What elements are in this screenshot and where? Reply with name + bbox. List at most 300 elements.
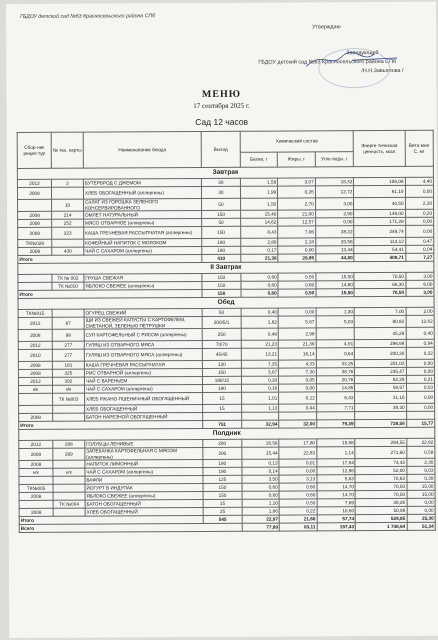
cell-output: 180/15 — [203, 376, 242, 384]
cell-collection: 2012 — [18, 317, 52, 329]
cell-carbs: 2,90 — [315, 210, 354, 218]
cell-output: 150 — [203, 483, 242, 491]
cell-carbs: 15,50 — [316, 273, 355, 281]
cell-carbs: 0,00 — [315, 218, 354, 226]
cell-techcard: ТК №004 — [53, 500, 85, 508]
cell-output: 150 — [202, 273, 241, 281]
cell-collection: 2012 — [18, 377, 52, 385]
cell-output: 180 — [203, 467, 242, 475]
cell-dish: ЯБЛОКО СВЕЖЕЕ (аллергены) — [84, 281, 202, 290]
cell-collection: к/к — [18, 385, 52, 393]
total-label: Итого — [19, 515, 203, 524]
cell-dish: РИС ОТВАРНОЙ (аллергены) — [84, 368, 202, 377]
cell-protein: 3,50 — [242, 475, 280, 483]
cell-fat: 0,60 — [279, 491, 317, 499]
total-energy: 738,58 — [355, 419, 406, 427]
cell-techcard — [53, 508, 85, 516]
cell-carbs — [316, 412, 355, 420]
cell-techcard: 2 — [52, 179, 84, 187]
cell-collection: 2008 — [18, 329, 52, 341]
cell-carbs: 18,32 — [315, 178, 354, 186]
cell-output: 200 — [203, 439, 242, 447]
cell-protein: 15,44 — [242, 447, 280, 459]
cell-carbs: 20,58 — [315, 238, 354, 246]
cell-fat: 2,18 — [278, 238, 316, 246]
cell-techcard: 252 — [52, 219, 84, 227]
cell-collection — [19, 405, 53, 413]
cell-dish: ЧАЙ С ВАРЕНЬЕМ — [84, 376, 202, 385]
cell-techcard: ТК №010 — [52, 282, 84, 290]
cell-vitc: 12,62 — [406, 315, 435, 327]
cell-techcard — [53, 476, 85, 484]
cell-dish: ГОЛУБЦЫ ЛЕНИВЫЕ — [85, 439, 203, 448]
cell-output: 130 — [202, 360, 241, 368]
cell-energy: 294,55 — [355, 438, 406, 446]
cell-vitc: 0,40 — [406, 327, 435, 339]
cell-fat: 4,33 — [279, 360, 317, 368]
cell-dish: НАПИТОК ЛИМОННЫЙ — [85, 459, 203, 468]
total-vitc: 3,00 — [406, 288, 435, 296]
cell-protein: 0,14 — [242, 467, 280, 475]
cell-energy: 200,30 — [355, 347, 406, 359]
cell-techcard — [52, 239, 84, 247]
cell-fat: 0,60 — [278, 281, 316, 289]
total-fat: 0,50 — [278, 289, 316, 297]
cell-output: 200 — [203, 447, 242, 459]
cell-collection: 2008 — [18, 361, 52, 369]
total-carbs: 57,74 — [317, 515, 356, 523]
approval-label: Утверждаю — [312, 24, 341, 31]
cell-carbs: 1,30 — [316, 308, 355, 316]
cell-protein: 7,35 — [241, 360, 279, 368]
cell-dish: ГРУША СВЕЖАЯ — [84, 273, 202, 282]
total-label: Итого — [18, 289, 202, 298]
cell-carbs: 7,71 — [316, 404, 355, 412]
cell-dish: ХЛЕБ ОБОГАЩЕННЫЙ — [85, 507, 203, 516]
total-label: Итого — [19, 420, 203, 429]
grand-carbs: 197,43 — [317, 523, 356, 531]
cell-fat: 0,50 — [279, 499, 317, 507]
cell-energy: 70,50 — [355, 490, 406, 498]
cell-techcard: 67 — [52, 317, 84, 329]
cell-collection: к/к — [19, 468, 53, 476]
cell-energy: 201,03 — [355, 359, 406, 367]
cell-techcard: 323 — [52, 227, 84, 239]
cell-protein: 1,59 — [240, 178, 278, 186]
cell-techcard — [53, 405, 85, 413]
cell-vitc: 15,00 — [407, 490, 436, 498]
cell-collection: 2008 — [19, 413, 53, 421]
cell-output: 30 — [202, 178, 241, 186]
cell-protein: 13,21 — [241, 348, 279, 360]
cell-protein: 1,99 — [240, 186, 278, 198]
grand-energy: 1 748,64 — [356, 522, 407, 530]
cell-collection: 2008 — [18, 247, 52, 255]
cell-fat: 0,01 — [279, 459, 317, 467]
cell-energy: 66,30 — [354, 280, 405, 288]
cell-energy: 249,74 — [354, 225, 405, 237]
cell-vitc: 0,32 — [406, 347, 435, 359]
cell-output: 150 — [202, 210, 241, 218]
cell-vitc: 15,00 — [407, 482, 436, 490]
total-carbs: 15,50 — [316, 289, 355, 297]
cell-collection — [18, 274, 52, 282]
cell-collection: 2008 — [18, 219, 52, 227]
cell-dish: ЯБЛОКО СВЕЖЕЕ (аллергены) — [85, 491, 203, 500]
menu-date: 17 сентября 2025 г. — [193, 101, 250, 111]
cell-dish: ВАФЛИ — [85, 475, 203, 484]
cell-protein: 1,10 — [242, 499, 280, 507]
cell-energy: 271,60 — [355, 446, 406, 458]
cell-collection: 2008 — [18, 227, 52, 239]
cell-output: 15 — [203, 404, 242, 412]
cell-energy: 149,00 — [354, 209, 405, 217]
section-title: Обед — [18, 296, 434, 309]
cell-dish: МЯСО ОТВАРНОЕ (аллергены) — [84, 218, 202, 227]
cell-dish: ГУЛЯШ ИЗ ОТВАРНОГО МЯСА — [84, 340, 202, 349]
col-collection: Сбор-ник рецеп-тур — [17, 132, 51, 168]
cell-dish: КОФЕЙНЫЙ НАПИТОК С МОЛОКОМ — [84, 238, 202, 247]
cell-fat: 16,14 — [279, 348, 317, 360]
cell-carbs: 10,60 — [317, 507, 356, 515]
cell-fat: 0,00 — [279, 467, 317, 475]
cell-energy — [355, 411, 406, 419]
cell-techcard: ТК № 002 — [52, 274, 84, 282]
section-title: Полдник — [19, 427, 435, 440]
cell-fat: 17,80 — [279, 439, 317, 447]
cell-collection: 2012 — [17, 179, 51, 187]
cell-collection: ТК№028 — [18, 239, 52, 247]
cell-energy: 54,41 — [354, 245, 405, 253]
cell-techcard — [53, 492, 85, 500]
cell-fat: 0,00 — [279, 384, 317, 392]
cell-vitc: 22,82 — [406, 438, 435, 446]
cell-dish: ЗАПЕКАНКА КАРТОФЕЛЬНАЯ С МЯСОМ (аллергены) — [85, 447, 203, 460]
cell-fat: 3,13 — [279, 475, 317, 483]
cell-protein: 0,60 — [242, 483, 280, 491]
cell-collection: 2008 — [17, 187, 51, 199]
cell-energy: 52,00 — [355, 466, 406, 474]
cell-protein: 1,62 — [241, 316, 279, 328]
cell-output: 50 — [202, 218, 241, 226]
cell-techcard: 277 — [52, 341, 84, 349]
cell-carbs: 12,72 — [315, 186, 354, 198]
approver-position: Заведующий — [346, 50, 379, 57]
cell-dish: СУП КАРТОФЕЛЬНЫЙ С РИСОМ (аллергены) — [84, 328, 202, 341]
col-output: Выход — [201, 131, 240, 167]
cell-protein: 1,01 — [241, 392, 279, 404]
cell-fat: 22,83 — [279, 447, 317, 459]
cell-vitc: 0,00 — [406, 359, 435, 367]
cell-vitc: 0,47 — [405, 237, 434, 245]
approver-name: /Н.Н.Завьялова / — [361, 67, 404, 75]
total-protein: 21,38 — [241, 254, 279, 262]
cell-protein: 15,40 — [240, 210, 278, 218]
cell-energy: 80,82 — [355, 315, 406, 327]
cell-protein: 0,40 — [241, 308, 279, 316]
cell-output: 180 — [202, 246, 241, 254]
cell-vitc: 0,00 — [405, 225, 434, 237]
cell-carbs: 14,70 — [317, 491, 356, 499]
cell-carbs — [316, 328, 355, 340]
cell-protein: 21,23 — [241, 340, 279, 348]
cell-protein: 0,60 — [241, 281, 279, 289]
cell-techcard — [53, 460, 85, 468]
cell-dish: КАША ГРЕЧНЕВАЯ РАССЫПЧАТАЯ — [84, 360, 202, 369]
cell-collection: 2008 — [19, 448, 53, 460]
menu-title: МЕНЮ — [201, 88, 242, 100]
cell-protein: 0,17 — [241, 246, 279, 254]
cell-energy: 70,50 — [354, 272, 405, 280]
cell-dish: БАТОН ОБОГАЩЕННЫЙ — [85, 499, 203, 508]
cell-collection — [18, 199, 52, 211]
cell-protein: 0,60 — [241, 273, 279, 281]
cell-protein: 2,89 — [240, 238, 278, 246]
cell-collection — [18, 282, 52, 290]
signature-mark — [302, 46, 402, 73]
cell-vitc: 0,00 — [407, 506, 436, 514]
cell-fat: 5,67 — [278, 316, 316, 328]
cell-vitc — [406, 411, 435, 419]
cell-output: 250 — [202, 328, 241, 340]
cell-vitc: 0,00 — [405, 185, 434, 197]
cell-energy: 39,30 — [355, 403, 406, 411]
org-header: ГБДОУ детский сад №63 Красносельского района СПб — [20, 13, 156, 20]
cell-fat: 0,60 — [279, 483, 317, 491]
total-carbs: 44,80 — [316, 254, 355, 262]
cell-protein: 0,48 — [241, 328, 279, 340]
cell-output: 30 — [202, 186, 241, 198]
cell-output: 200/5/1 — [202, 316, 241, 328]
col-techcard: № тех. карты — [51, 132, 83, 168]
total-output: 545 — [203, 515, 242, 523]
cell-energy: 31,16 — [355, 391, 406, 403]
cell-fat: 21,39 — [278, 340, 316, 348]
cell-dish: ХЛЕБ ОБОГАЩЕННЫЙ — [85, 404, 203, 413]
cell-vitc: 4,40 — [405, 177, 434, 185]
cell-output: 45/45 — [202, 348, 241, 360]
cell-techcard: 98 — [52, 329, 84, 341]
total-energy: 409,71 — [354, 253, 405, 261]
cell-output: 150 — [203, 491, 242, 499]
section-title: Завтрак — [17, 166, 433, 179]
cell-energy: 50,99 — [356, 506, 407, 514]
cell-carbs: 13,44 — [316, 246, 355, 254]
cell-output: 150 — [202, 281, 241, 289]
cell-energy: 114,13 — [354, 237, 405, 245]
cell-vitc: 0,03 — [406, 383, 435, 391]
cell-techcard: 325 — [53, 369, 85, 377]
cell-energy: 74,42 — [355, 458, 406, 466]
cell-energy: 61,19 — [354, 185, 405, 197]
cell-fat: 2,98 — [278, 328, 316, 340]
cell-protein: 1,50 — [240, 198, 278, 210]
total-protein: 22,97 — [242, 515, 280, 523]
cell-fat: 2,70 — [278, 198, 316, 210]
cell-output: 180 — [203, 459, 242, 467]
cell-protein: 8,43 — [240, 226, 278, 238]
cell-collection: 2008 — [18, 369, 52, 377]
menu-sheet — [6, 2, 438, 638]
cell-dish: ЧАЙ С САХАРОМ (аллергены) — [85, 467, 203, 476]
cell-vitc: 0,00 — [407, 498, 436, 506]
col-protein: Белки, г — [240, 152, 278, 167]
cell-energy: 106,08 — [354, 177, 405, 185]
cell-protein: 0,16 — [241, 384, 279, 392]
total-protein: 32,94 — [241, 420, 279, 428]
cell-protein: 0,13 — [242, 459, 280, 467]
cell-collection: ТК№015 — [18, 309, 52, 317]
cell-collection: 2008 — [19, 508, 53, 516]
cell-techcard: к/к — [53, 468, 85, 476]
cell-collection: 2008 — [19, 460, 53, 468]
cell-carbs: 15,98 — [317, 439, 356, 447]
cell-vitc: 0,00 — [406, 367, 435, 375]
cell-energy: 82,29 — [355, 375, 406, 383]
cell-carbs: 33,25 — [316, 360, 355, 368]
cell-techcard: 298 — [53, 440, 85, 448]
cell-energy: 171,28 — [354, 217, 405, 225]
cell-energy: 235,47 — [355, 367, 406, 375]
cell-collection: 2012 — [19, 440, 53, 448]
cell-fat: 0,50 — [278, 273, 316, 281]
cell-energy: 59,97 — [355, 383, 406, 391]
cell-carbs: 1,14 — [317, 447, 356, 459]
cell-output: 15 — [203, 499, 242, 507]
cell-techcard: 181 — [52, 361, 84, 369]
cell-output — [203, 412, 242, 420]
cell-energy: 296,98 — [355, 339, 406, 347]
cell-protein — [241, 412, 279, 420]
cell-output: 50 — [202, 198, 241, 210]
cell-collection — [19, 500, 53, 508]
cell-fat: 7,06 — [278, 226, 316, 238]
total-fat: 21,66 — [279, 515, 317, 523]
cell-vitc: 2,20 — [405, 197, 434, 209]
cell-energy: 7,00 — [354, 307, 405, 315]
cell-dish: ОМЛЕТ НАТУРАЛЬНЫЙ — [83, 210, 201, 219]
total-vitc: 25,30 — [407, 514, 436, 522]
total-output: 751 — [203, 420, 242, 428]
cell-vitc: 0,00 — [405, 217, 434, 225]
cell-collection: ТК№005 — [19, 484, 53, 492]
menu-table — [17, 130, 436, 533]
cell-protein: 16,58 — [242, 439, 280, 447]
total-energy: 529,85 — [356, 514, 407, 522]
cell-techcard: 299 — [53, 448, 85, 460]
cell-dish: ХЛЕБ РЖАНО-ПШЕНИЧНЫЙ ОБОГАЩЕННЫЙ — [84, 392, 202, 405]
cell-protein: 14,62 — [240, 218, 278, 226]
cell-output: 70/70 — [202, 340, 241, 348]
col-vitc: Вита-мин С, мг — [405, 130, 434, 166]
cell-collection: 2010 — [18, 349, 52, 361]
cell-vitc: 6,00 — [405, 280, 434, 288]
cell-fat: 0,22 — [279, 507, 317, 515]
cell-dish: БАТОН НАРЕЗНОЙ ОБОГАЩЕННЫЙ — [85, 412, 203, 421]
cell-dish: БУТЕРБРОД С ДЖЕМОМ — [83, 178, 201, 187]
col-fat: Жиры, г — [278, 152, 316, 167]
cell-output: 150 — [203, 368, 242, 376]
cell-vitc: 0,03 — [406, 466, 435, 474]
cell-fat: 21,00 — [278, 210, 316, 218]
cell-techcard: к/к — [53, 385, 85, 393]
cell-carbs: 3,00 — [315, 198, 354, 210]
cell-dish: ГУЛЯШ ИЗ ОТВАРНОГО МЯСА (аллергены) — [84, 348, 202, 361]
group-name: Сад 12 часов — [195, 116, 249, 128]
total-label: Итого — [18, 254, 202, 263]
total-energy: 70,50 — [354, 288, 405, 296]
grand-total-row — [19, 522, 435, 532]
cell-carbs: 14,80 — [316, 281, 355, 289]
cell-vitc: 0,04 — [405, 245, 434, 253]
cell-techcard — [53, 413, 85, 421]
cell-fat: 3,07 — [278, 178, 316, 186]
cell-output: 15 — [203, 392, 242, 404]
cell-dish: ХЛЕБ ОБОГАЩЕННЫЙ (аллергены) — [83, 186, 201, 199]
cell-collection: 2008 — [18, 211, 52, 219]
cell-vitc: 3,00 — [405, 272, 434, 280]
cell-collection: 2012 — [18, 341, 52, 349]
cell-vitc: 0,94 — [406, 339, 435, 347]
approver-org: ГБДОУ детский сад №63 Красносельского района СПб — [258, 58, 397, 66]
cell-techcard — [52, 309, 84, 317]
cell-output: 180 — [203, 384, 242, 392]
cell-vitc: 2,30 — [406, 458, 435, 466]
cell-dish: ЩИ ИЗ СВЕЖЕЙ КАПУСТЫ С КАРТОФЕЛЕМ, СМЕТАНОЙ, ЗЕЛЕНЬЮ ПЕТРУШКИ — [84, 316, 202, 329]
cell-carbs: 7,69 — [317, 499, 356, 507]
cell-fat: 7,30 — [279, 368, 317, 376]
cell-fat: 0,44 — [279, 404, 317, 412]
cell-dish: КАША ГРЕЧНЕВАЯ РАССЫПЧАТАЯ (аллергены) — [84, 226, 202, 239]
cell-carbs: 38,76 — [316, 368, 355, 376]
total-fat: 32,00 — [279, 420, 317, 428]
grand-label: Всего — [19, 523, 242, 532]
total-carbs: 79,39 — [316, 420, 355, 428]
cell-output: 180 — [202, 238, 241, 246]
cell-fat — [279, 412, 317, 420]
cell-vitc: 0,38 — [406, 474, 435, 482]
cell-dish: ЧАЙ С САХАРОМ (аллергены) — [84, 246, 202, 255]
cell-vitc: 0,00 — [406, 403, 435, 411]
cell-carbs: 14,85 — [316, 384, 355, 392]
cell-techcard: 10 — [52, 199, 84, 211]
cell-fat: 12,57 — [278, 218, 316, 226]
cell-energy: 40,50 — [354, 197, 405, 209]
grand-protein: 77,89 — [242, 523, 280, 531]
cell-fat: 0,05 — [279, 376, 317, 384]
cell-output: 25 — [203, 507, 242, 515]
cell-techcard: ТК №003 — [53, 393, 85, 405]
cell-protein: 1,66 — [242, 507, 280, 515]
cell-dish: ОГУРЕЦ СВЕЖИЙ — [84, 308, 202, 317]
cell-protein: 0,60 — [242, 491, 280, 499]
col-chem: Химический состав — [240, 131, 354, 153]
cell-carbs: 5,03 — [316, 316, 355, 328]
cell-vitc: 0,20 — [405, 209, 434, 217]
cell-carbs: 5,63 — [317, 475, 356, 483]
cell-techcard — [52, 187, 84, 199]
cell-vitc: 0,21 — [406, 375, 435, 383]
cell-fat: 0,00 — [278, 246, 316, 254]
cell-techcard: 392 — [53, 377, 85, 385]
cell-techcard — [53, 484, 85, 492]
cell-carbs: 20,76 — [316, 376, 355, 384]
cell-techcard: 214 — [52, 211, 84, 219]
cell-dish: САЛАТ ИЗ ГОРОШКА ЗЕЛЕНОГО КОНСЕРВИРОВАННОГО — [83, 198, 201, 211]
total-output: 410 — [202, 254, 241, 262]
cell-protein: 0,20 — [241, 376, 279, 384]
cell-carbs: 12,86 — [317, 467, 356, 475]
